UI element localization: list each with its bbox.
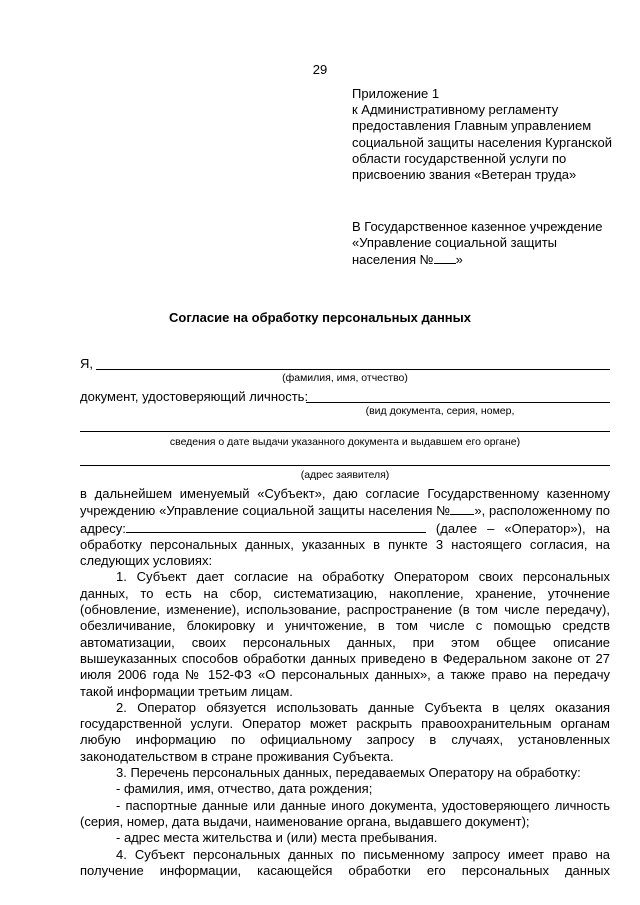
addressee-line: В Государственное казенное учреждение — [352, 219, 603, 234]
clause-3-item: - паспортные данные или данные иного документа, удостоверяющего личность (серия, номер, дата выдачи, наименование органа, выдавшего документ); — [80, 797, 610, 829]
doc-hint: (вид документа, серия, номер, — [365, 405, 515, 417]
operator-address-blank[interactable] — [126, 520, 426, 533]
department-number-blank[interactable] — [450, 502, 474, 515]
ya-label: Я, — [80, 356, 93, 371]
intro-paragraph: в дальнейшем именуемый «Субъект», даю согласие Государственному казенному учреждению «Управление социальной защиты населения № », расположенному по адресу: (далее – «Оператор»), на обработку персональных данных, указанных в пункте 3 настоящего согласия, на следующих условиях: — [80, 486, 610, 569]
address-field-line[interactable] — [80, 465, 610, 466]
addressee-line: «Управление социальной защиты — [352, 235, 558, 251]
addressee-line-3: населения № » — [352, 252, 463, 268]
annex-line: социальной защиты населения Курганской — [352, 134, 612, 150]
annex-line: области государственной услуги по — [352, 150, 567, 166]
fio-field-line[interactable] — [96, 369, 610, 370]
address-hint: (адрес заявителя) — [300, 469, 390, 481]
clause-4: 4. Субъект персональных данных по письменному запросу имеет право на получение информации, касающейся обработки его персональных данных — [80, 846, 610, 878]
annex-block — [352, 86, 622, 183]
page-number: 29 — [312, 62, 328, 77]
doc-field-line[interactable] — [306, 402, 610, 403]
issue-field-line[interactable] — [80, 431, 610, 432]
addressee-block — [352, 219, 622, 269]
consent-body — [80, 486, 610, 879]
annex-line: к Административному регламенту — [352, 102, 559, 118]
issue-hint: сведения о дате выдачи указанного документа и выдавшем его органе) — [169, 436, 521, 448]
annex-line: присвоению звания «Ветеран труда» — [352, 167, 577, 183]
clause-3-item: - фамилия, имя, отчество, дата рождения; — [116, 781, 373, 797]
annex-title: Приложение 1 — [352, 86, 440, 101]
department-number-blank[interactable] — [434, 251, 456, 264]
document-title: Согласие на обработку персональных данных — [168, 310, 471, 325]
clause-3-item: - адрес места жительства и (или) места пребывания. — [116, 830, 438, 846]
clause-3: 3. Перечень персональных данных, передаваемых Оператору на обработку: — [116, 765, 581, 781]
clause-2: 2. Оператор обязуется использовать данные Субъекта в целях оказания государственной услуги. Оператор может раскрыть правоохранительным органам любую информацию по официальному запросу в случаях, установленных законодательством в стране проживания Субъекта. — [80, 699, 610, 764]
doc-label: документ, удостоверяющий личность: — [80, 389, 309, 404]
fio-hint: (фамилия, имя, отчество) — [282, 372, 408, 384]
annex-line: предоставления Главным управлением — [352, 118, 592, 134]
clause-1: 1. Субъект дает согласие на обработку Оператором своих персональных данных, то есть на сбор, систематизацию, накопление, хранение, уточнение (обновление, изменение), использование, распространение (в том числе передачу), обезличивание, блокировку и уничтожение, в том числе с помощью средств автоматизации, своих персональных данных, при этом общее описание вышеуказанных способов обработки данных приведено в Федеральном законе от 27 июля 2006 года № 152-ФЗ «О персональных данных», а также право на передачу такой информации третьим лицам. — [80, 569, 610, 699]
